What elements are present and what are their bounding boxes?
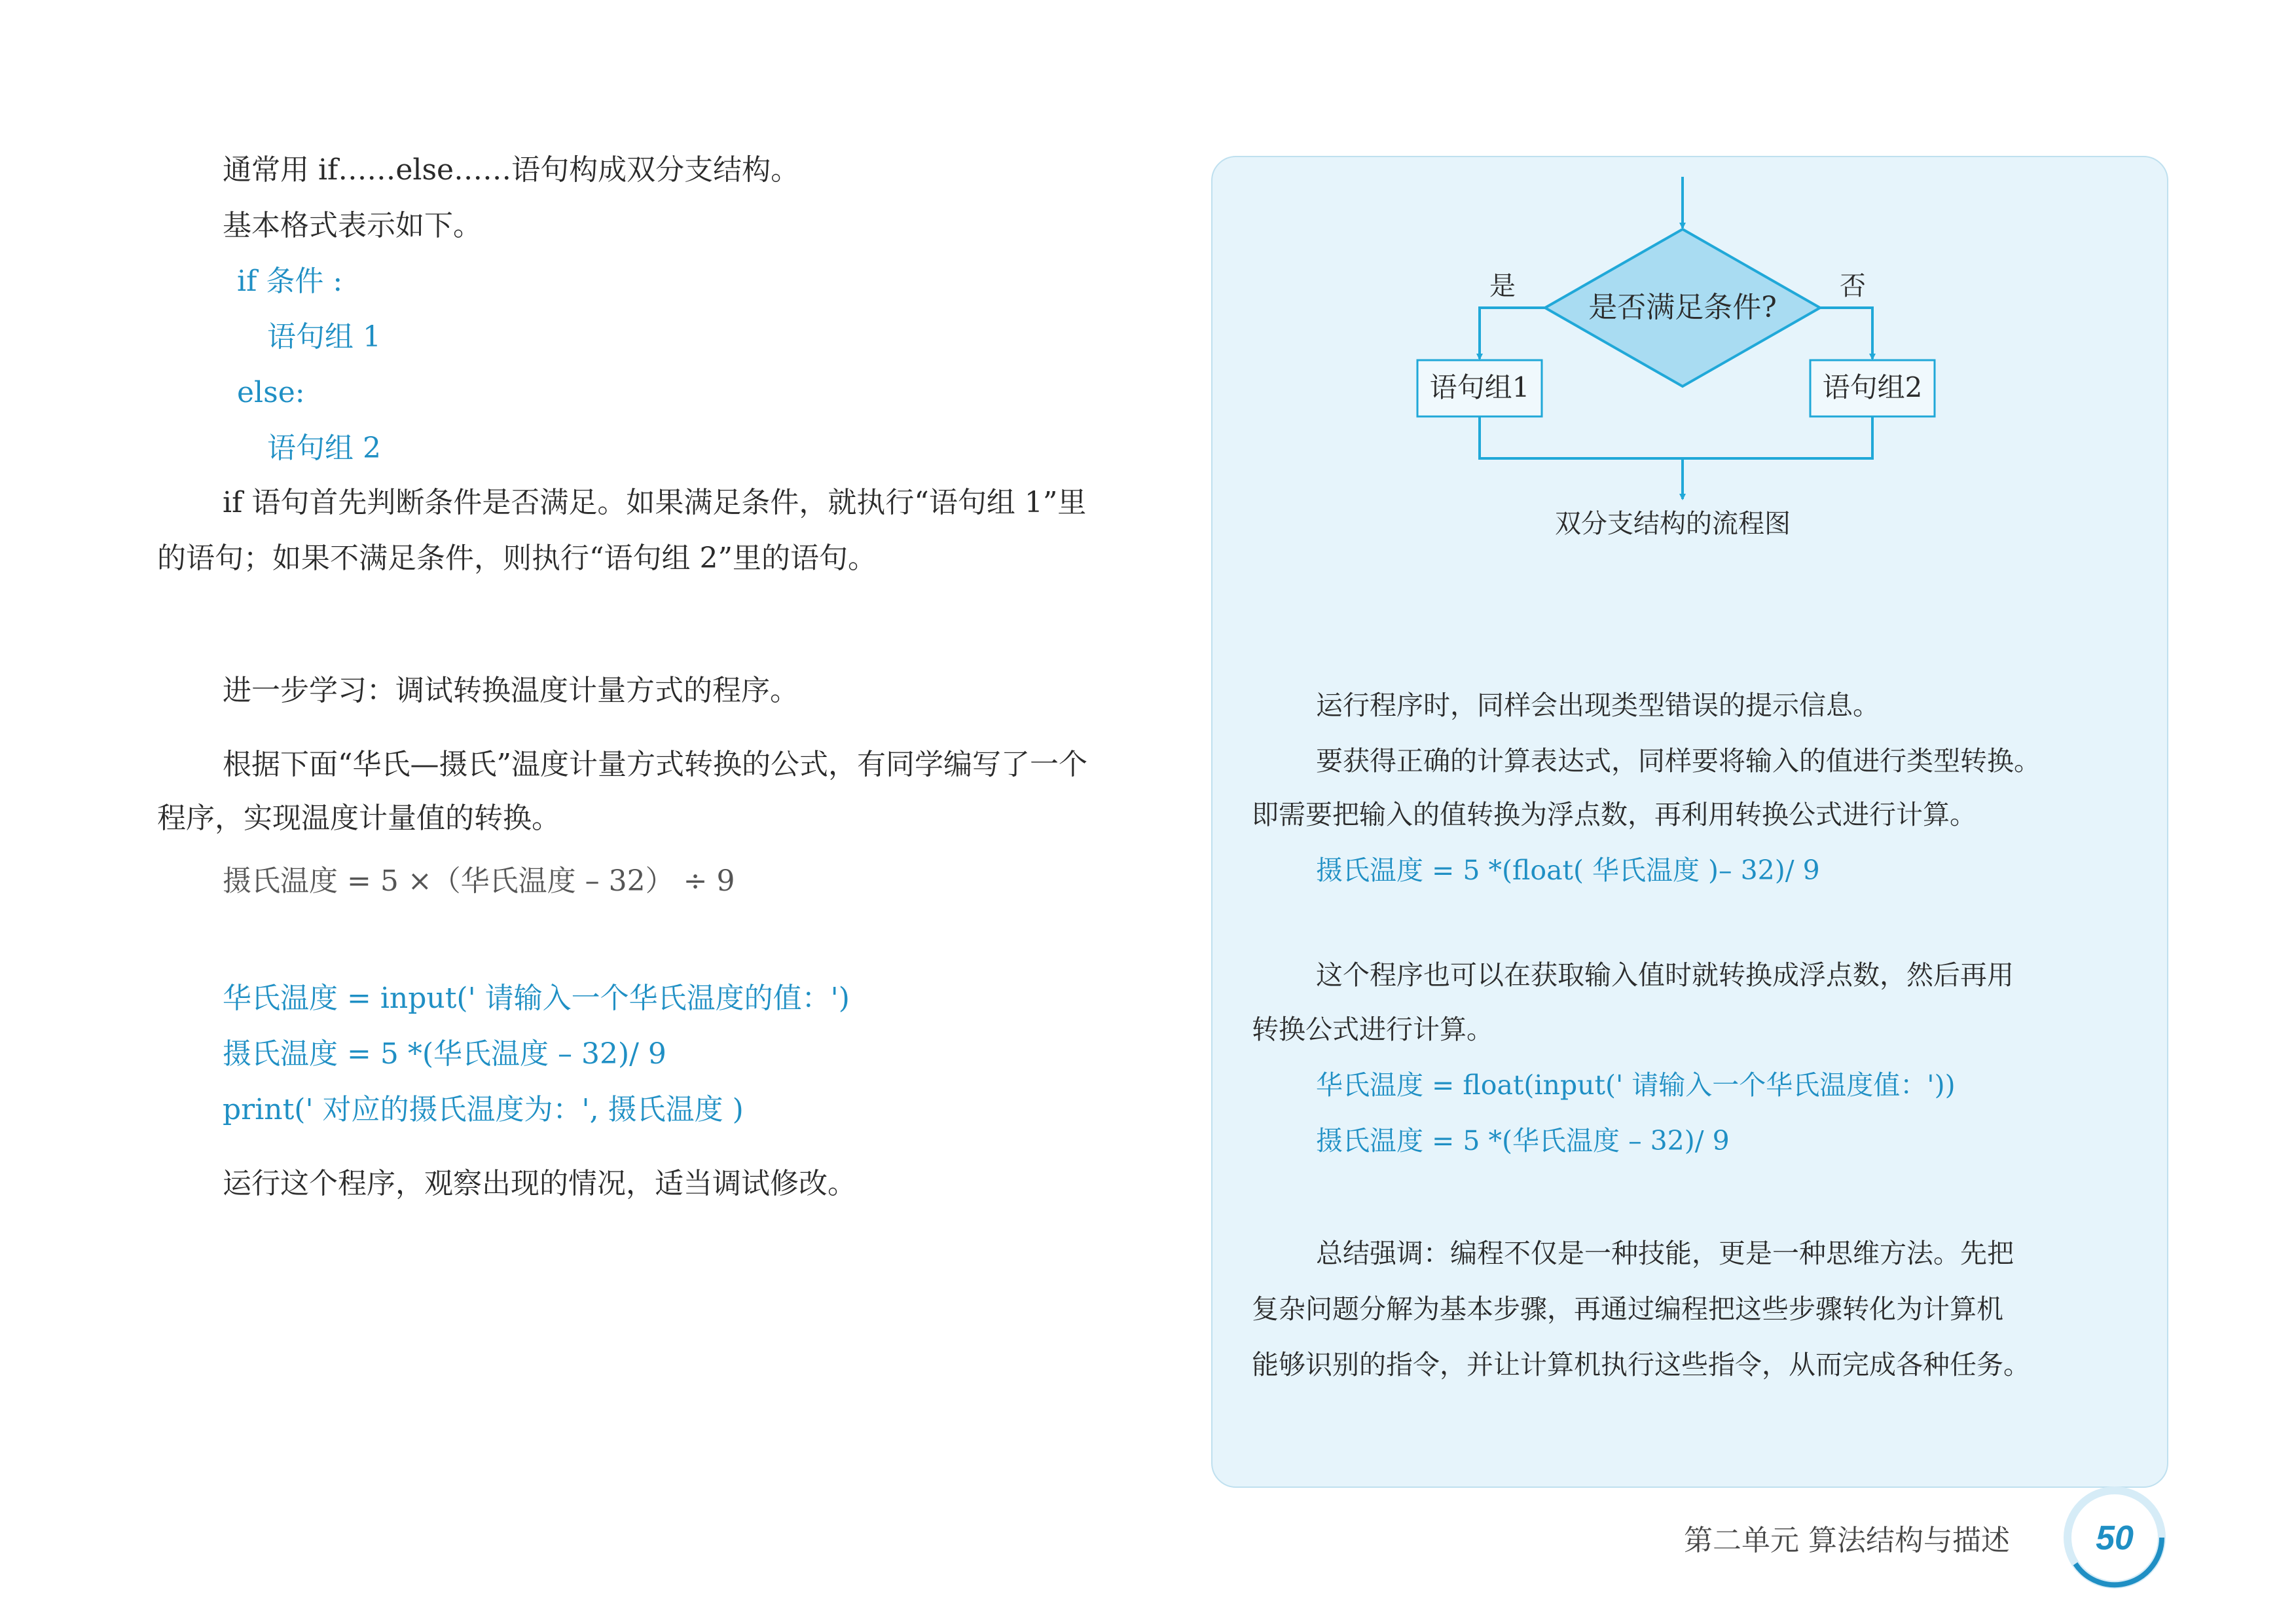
program-line-2: 摄氏温度 = 5 *(华氏温度 – 32)/ 9 <box>223 1037 666 1071</box>
code-if-line: if 条件 : <box>237 265 343 298</box>
run-note-text: 运行这个程序，观察出现的情况，适当调试修改。 <box>223 1167 856 1200</box>
summary-line-1: 总结强调：编程不仅是一种技能，更是一种思维方法。先把 <box>1316 1238 2014 1269</box>
side-paragraph-1: 运行程序时，同样会出现类型错误的提示信息。 <box>1316 690 1880 721</box>
format-intro-text: 基本格式表示如下。 <box>223 209 482 242</box>
statement-group-2-text: 语句组2 <box>1822 371 1923 403</box>
side-paragraph-3-line-1: 这个程序也可以在获取输入值时就转换成浮点数，然后再用 <box>1316 959 2014 991</box>
no-label: 否 <box>1840 271 1866 301</box>
unit-title: 第二单元 算法结构与描述 <box>1684 1524 2010 1557</box>
description-line-1: 根据下面“华氏—摄氏”温度计量方式转换的公式，有同学编写了一个 <box>223 748 1087 781</box>
side-paragraph-2-line-2: 即需要把输入的值转换为浮点数，再利用转换公式进行计算。 <box>1252 799 1977 830</box>
code-group1-line: 语句组 1 <box>267 320 381 354</box>
explain-line-2: 的语句；如果不满足条件，则执行“语句组 2”里的语句。 <box>157 542 877 575</box>
page-number-badge <box>2062 1485 2167 1590</box>
merge-line <box>1480 416 1872 458</box>
further-study-heading: 进一步学习：调试转换温度计量方式的程序。 <box>223 674 799 707</box>
yes-label: 是 <box>1489 271 1516 301</box>
side-paragraph-2-line-1: 要获得正确的计算表达式，同样要将输入的值进行类型转换。 <box>1316 745 2041 777</box>
side-paragraph-3-line-2: 转换公式进行计算。 <box>1252 1014 1493 1045</box>
side-code-1: 摄氏温度 = 5 *(float( 华氏温度 )– 32)/ 9 <box>1316 855 1820 886</box>
explain-line-1: if 语句首先判断条件是否满足。如果满足条件，就执行“语句组 1”里 <box>223 486 1087 519</box>
code-group2-line: 语句组 2 <box>267 432 381 465</box>
code-else-line: else: <box>237 376 305 409</box>
flowchart-caption: 双分支结构的流程图 <box>1555 509 1791 539</box>
program-line-1: 华氏温度 = input(' 请输入一个华氏温度的值：') <box>223 982 850 1015</box>
summary-line-3: 能够识别的指令，并让计算机执行这些指令，从而完成各种任务。 <box>1252 1349 2030 1380</box>
statement-group-1-text: 语句组1 <box>1429 371 1530 403</box>
summary-line-2: 复杂问题分解为基本步骤，再通过编程把这些步骤转化为计算机 <box>1252 1293 2003 1325</box>
intro-text: 通常用 if……else……语句构成双分支结构。 <box>223 153 800 187</box>
program-line-3: print(' 对应的摄氏温度为：', 摄氏温度 ) <box>223 1093 744 1126</box>
page-number: 50 <box>2096 1519 2134 1557</box>
side-code-2: 华氏温度 = float(input(' 请输入一个华氏温度值：')) <box>1316 1069 1956 1101</box>
decision-text: 是否满足条件? <box>1588 291 1777 324</box>
side-code-3: 摄氏温度 = 5 *(华氏温度 – 32)/ 9 <box>1316 1125 1730 1156</box>
dual-branch-flowchart <box>1336 177 2043 504</box>
conversion-formula: 摄氏温度 = 5 ×（华氏温度 – 32） ÷ 9 <box>223 864 735 898</box>
no-branch-line <box>1820 308 1872 359</box>
yes-branch-line <box>1480 308 1545 359</box>
description-line-2: 程序，实现温度计量值的转换。 <box>157 802 560 835</box>
